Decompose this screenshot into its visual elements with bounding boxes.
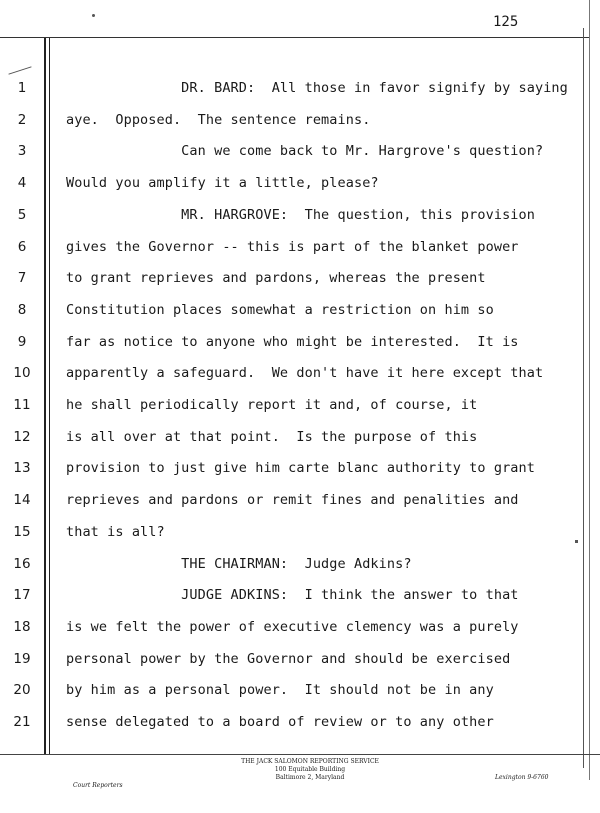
- right-margin-rule: [583, 28, 584, 768]
- line-number: 4: [17, 175, 27, 191]
- transcript-line: apparently a safeguard. We don't have it here except that: [66, 365, 544, 381]
- scan-mark: [575, 540, 578, 543]
- transcript-line: Would you amplify it a little, please?: [66, 175, 379, 191]
- left-margin-rule-inner: [49, 38, 50, 754]
- line-number: 1: [17, 80, 27, 96]
- footer-court-reporters: Court Reporters: [73, 782, 123, 789]
- line-number: 15: [13, 524, 31, 540]
- scan-mark: [92, 14, 95, 17]
- line-number: 6: [17, 239, 27, 255]
- transcript-line: personal power by the Governor and should be exercised: [66, 651, 511, 667]
- transcript-line: gives the Governor -- this is part of the blanket power: [66, 239, 519, 255]
- line-number: 5: [17, 207, 27, 223]
- line-number: 10: [13, 365, 31, 381]
- footer-phone: Lexington 9-6760: [495, 774, 549, 781]
- line-number: 19: [13, 651, 31, 667]
- transcript-line: to grant reprieves and pardons, whereas the present: [66, 270, 486, 286]
- scan-mark: [8, 66, 31, 74]
- line-number: 21: [13, 714, 31, 730]
- transcript-line: DR. BARD: All those in favor signify by saying: [66, 80, 568, 96]
- right-edge-rule: [589, 0, 590, 780]
- left-margin-rule: [44, 38, 46, 754]
- transcript-line: THE CHAIRMAN: Judge Adkins?: [66, 556, 412, 572]
- transcript-line: is we felt the power of executive clemency was a purely: [66, 619, 519, 635]
- transcript-line: Constitution places somewhat a restriction on him so: [66, 302, 494, 318]
- line-number: 7: [17, 270, 27, 286]
- line-number: 20: [13, 682, 31, 698]
- top-rule: [0, 37, 590, 38]
- line-number: 17: [13, 587, 31, 603]
- transcript-line: aye. Opposed. The sentence remains.: [66, 112, 371, 128]
- line-number: 2: [17, 112, 27, 128]
- reporting-service-building: 100 Equitable Building: [274, 766, 346, 773]
- reporting-service-name: THE JACK SALOMON REPORTING SERVICE: [241, 758, 379, 765]
- bottom-rule: [0, 754, 600, 755]
- transcript-line: he shall periodically report it and, of course, it: [66, 397, 478, 413]
- line-number: 9: [17, 334, 27, 350]
- reporting-service-city: Baltimore 2, Maryland: [275, 774, 345, 781]
- line-number: 11: [13, 397, 31, 413]
- transcript-line: MR. HARGROVE: The question, this provision: [66, 207, 535, 223]
- transcript-line: reprieves and pardons or remit fines and penalities and: [66, 492, 519, 508]
- line-number: 12: [13, 429, 31, 445]
- transcript-line: Can we come back to Mr. Hargrove's question?: [66, 143, 544, 159]
- line-number: 18: [13, 619, 31, 635]
- line-number: 14: [13, 492, 31, 508]
- transcript-line: that is all?: [66, 524, 165, 540]
- line-number: 8: [17, 302, 27, 318]
- transcript-line: JUDGE ADKINS: I think the answer to that: [66, 587, 519, 603]
- transcript-line: by him as a personal power. It should not be in any: [66, 682, 494, 698]
- line-number: 16: [13, 556, 31, 572]
- line-number: 3: [17, 143, 27, 159]
- transcript-line: provision to just give him carte blanc authority to grant: [66, 460, 535, 476]
- reporting-service-footer: [200, 758, 420, 782]
- transcript-line: far as notice to anyone who might be interested. It is: [66, 334, 519, 350]
- line-number: 13: [13, 460, 31, 476]
- transcript-line: is all over at that point. Is the purpose of this: [66, 429, 478, 445]
- page-number: 125: [493, 14, 519, 30]
- transcript-line: sense delegated to a board of review or to any other: [66, 714, 494, 730]
